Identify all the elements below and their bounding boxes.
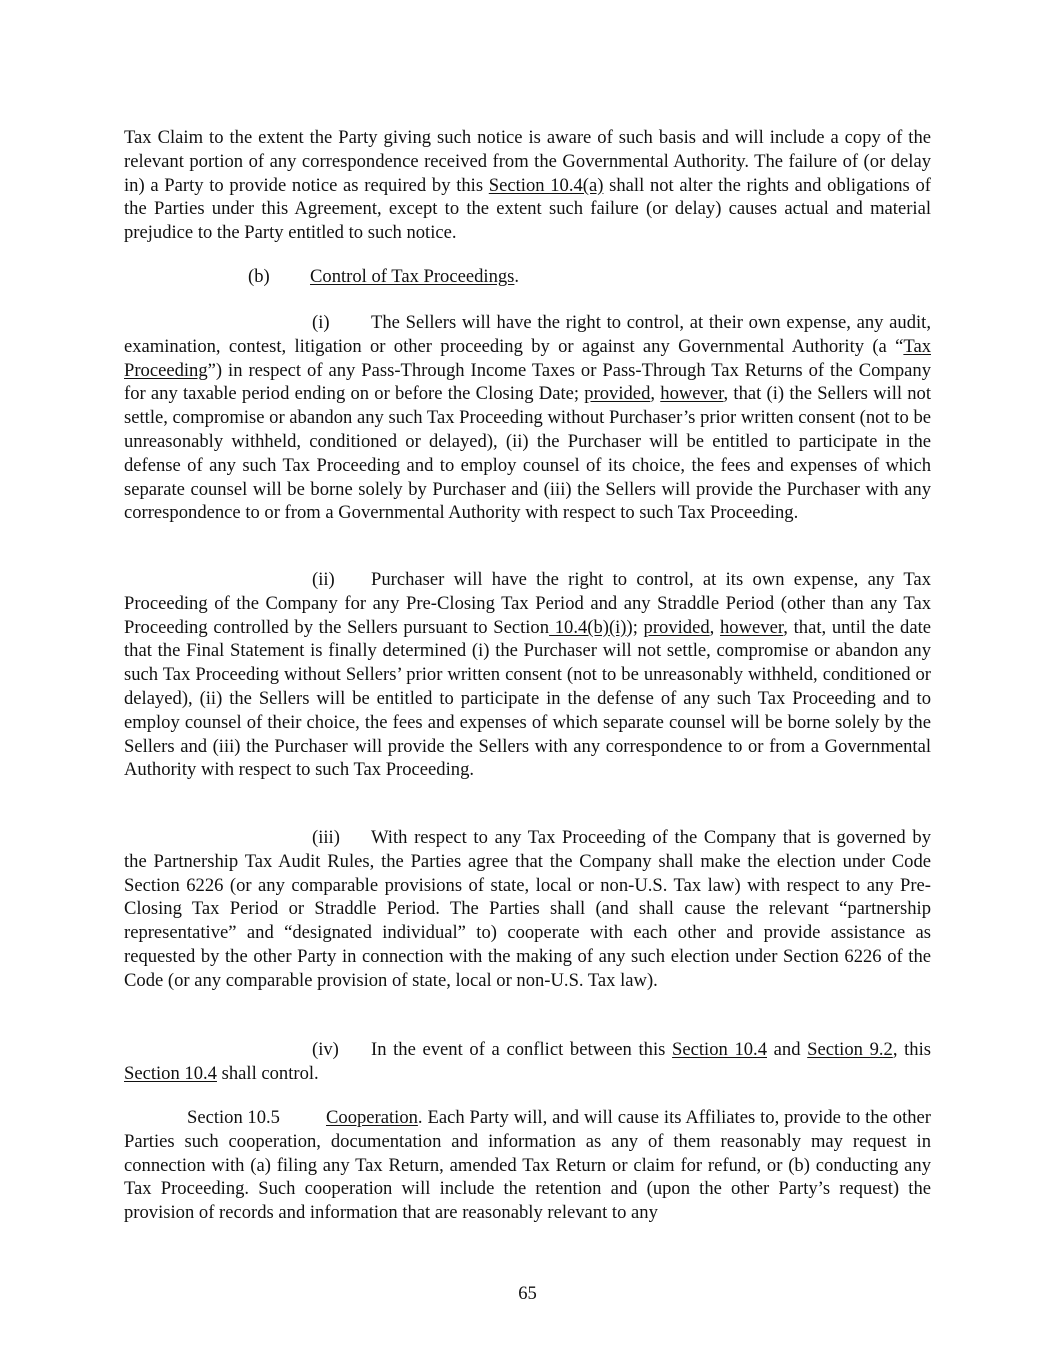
clause-ii xyxy=(124,568,931,782)
emphasis-provided: provided xyxy=(584,383,651,405)
subsection-label: (b) xyxy=(248,266,270,287)
clause-label: (ii) xyxy=(312,569,335,590)
clause-label: (i) xyxy=(312,312,330,333)
emphasis-however: however xyxy=(720,616,784,638)
section-reference: Section 10.4(a) xyxy=(488,174,604,196)
text: In the event of a conflict between this xyxy=(371,1039,673,1060)
emphasis-however: however xyxy=(660,383,724,405)
emphasis-provided: provided xyxy=(643,616,710,638)
text: , that, until the date that the Final Statement is finally determined (i) the Purchaser will not settle, compromise or abandon any such Tax Proceeding without Sellers’ prior written consent (not to be unreasonably withheld, conditioned or delayed), (ii) the Sellers will be entitled to participate in the defense of any such Tax Proceeding and to employ counsel of their choice, the fees and expenses of which separate counsel will be borne solely by the Sellers and (iii) the Purchaser will provide the Sellers with any correspondence to or from a Governmental Authority with respect to such Tax Proceeding. xyxy=(124,616,931,781)
subsection-title: Control of Tax Proceedings xyxy=(310,266,515,287)
text: shall control. xyxy=(216,1062,319,1084)
clause-i xyxy=(124,311,931,525)
text: shall not alter the rights and obligations of the Parties under this Agreement, except to the extent such failure (or delay) causes actual and material prejudice to the Party entitled to such notice. xyxy=(124,174,931,244)
paragraph-notice-continuation xyxy=(124,126,931,245)
section-10-5 xyxy=(124,1106,931,1225)
section-reference: Section 10.4 xyxy=(672,1039,767,1060)
text: Tax Claim to the extent the Party giving such notice is aware of such basis and will include a copy of the relevant portion of any correspondence received from the Governmental Authority. The failure of (or delay in) a Party to provide notice as required by this xyxy=(124,127,931,196)
clause-label: (iii) xyxy=(312,827,340,848)
clause-label: (iv) xyxy=(312,1039,339,1060)
clause-iv xyxy=(124,1038,931,1086)
text: . xyxy=(514,266,520,287)
text: ”) in respect of any Pass-Through Income Taxes or Pass-Through Tax Returns of the Company for any taxable period ending on or before the Closing Date; xyxy=(124,359,931,405)
section-reference: 10.4(b)(i) xyxy=(549,616,627,638)
defined-term: Tax Proceeding xyxy=(124,335,931,381)
text: , that (i) the Sellers will not settle, compromise or abandon any such Tax Proceeding without Purchaser’s prior written consent (not to be unreasonably withheld, conditioned or delayed), (ii) the Purchaser will be entitled to participate in the defense of any such Tax Proceeding and to employ counsel of its choice, the fees and expenses of which separate counsel will be borne solely by Purchaser and (iii) the Sellers will provide the Purchaser with any correspondence to or from a Governmental Authority with respect to such Tax Proceeding. xyxy=(124,383,932,524)
text: . Each Party will, and will cause its Affiliates to, provide to the other Parties such cooperation, documentation and information as any of them reasonably may request in connection with (a) filing any Tax Return, amended Tax Return or claim for refund, or (b) conducting any Tax Proceeding. Such cooperation will include the retention and (upon the other Party’s request) the provision of records and information that are reasonably relevant to any xyxy=(124,1107,931,1224)
page-number: 65 xyxy=(518,1283,537,1304)
text: Purchaser will have the right to control, at its own expense, any Tax Proceeding of the Company for any Pre-Closing Tax Period and any Straddle Period (other than any Tax Proceeding controlled by the Sellers pursuant to Section xyxy=(124,569,931,638)
text: With respect to any Tax Proceeding of the Company that is governed by the Partnership Tax Audit Rules, the Parties agree that the Company shall make the election under Code Section 6226 (or any comparable provisions of state, local or non-U.S. Tax law) with respect to any Pre-Closing Tax Period or Straddle Period. The Parties shall (and shall cause the relevant “partnership representative” and “designated individual” to) cooperate with each other and provide assistance as requested by the other Party in connection with the making of any such election under Section 6226 of the Code (or any comparable provision of state, local or non-U.S. Tax law). xyxy=(124,827,931,991)
text: ); xyxy=(626,616,644,638)
text: The Sellers will have the right to control, at their own expense, any audit, examination, contest, litigation or other proceeding by or against any Governmental Authority (a “ xyxy=(124,312,931,357)
text: , xyxy=(709,616,720,638)
section-number: Section 10.5 xyxy=(187,1107,280,1128)
clause-iii xyxy=(124,826,931,993)
subsection-b-heading xyxy=(248,265,519,289)
text: and xyxy=(767,1039,808,1060)
section-reference: Section 9.2 xyxy=(807,1039,893,1060)
text: , xyxy=(650,383,661,405)
section-reference: Section 10.4 xyxy=(124,1062,217,1084)
section-title: Cooperation xyxy=(326,1107,418,1128)
text: , this xyxy=(892,1039,931,1060)
